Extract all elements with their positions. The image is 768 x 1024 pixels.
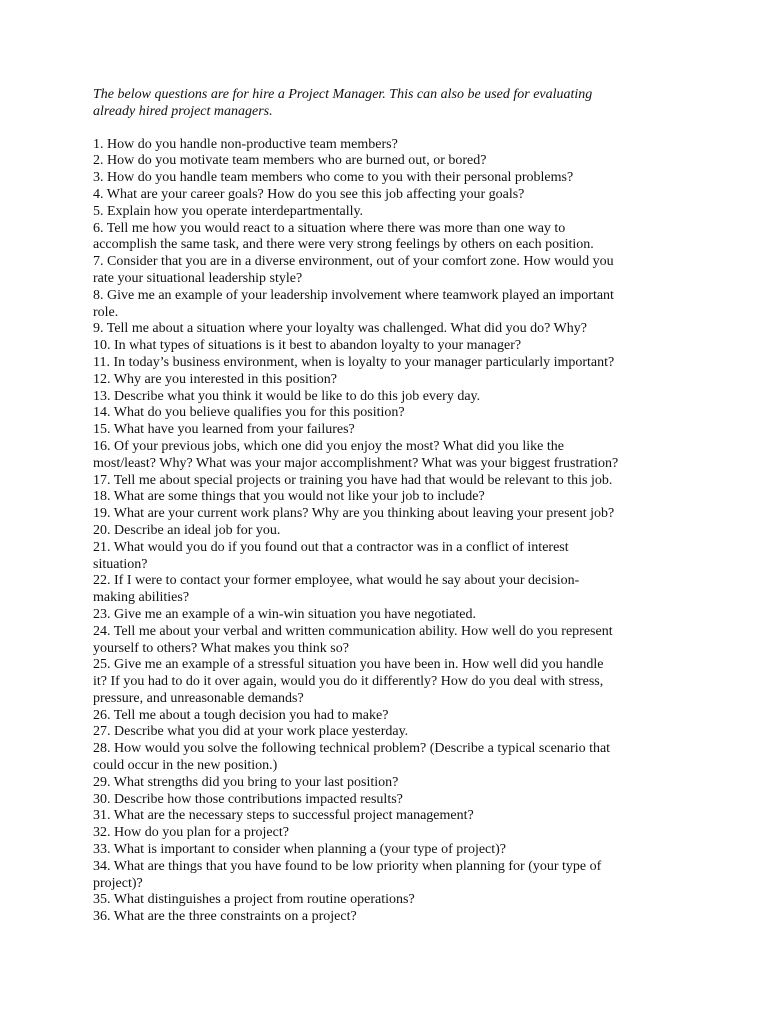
question-item: 19. What are your current work plans? Why are you thinking about leaving your present job? xyxy=(93,506,615,522)
question-item: 32. How do you plan for a project? xyxy=(93,825,289,841)
question-item: 24. Tell me about your verbal and written communication ability. How well do you represent yourself to others? What makes you think so? xyxy=(93,623,613,656)
question-item: 34. What are things that you have found to be low priority when planning for (your type of project)? xyxy=(93,858,602,891)
document-page xyxy=(93,87,693,926)
question-item: 35. What distinguishes a project from routine operations? xyxy=(93,892,415,908)
question-item: 17. Tell me about special projects or training you have had that would be relevant to this job. xyxy=(93,472,613,488)
question-item: 23. Give me an example of a win-win situation you have negotiated. xyxy=(93,606,476,622)
question-item: 26. Tell me about a tough decision you had to make? xyxy=(93,707,389,723)
question-item: 12. Why are you interested in this position? xyxy=(93,371,337,387)
question-item: 30. Describe how those contributions impacted results? xyxy=(93,791,403,807)
question-item: 5. Explain how you operate interdepartmentally. xyxy=(93,203,364,219)
question-item: 7. Consider that you are in a diverse environment, out of your comfort zone. How would you rate your situational leadership style? xyxy=(93,254,614,286)
question-item: 20. Describe an ideal job for you. xyxy=(93,522,281,538)
intro-paragraph: The below questions are for hire a Project Manager. This can also be used for evaluating already hired project managers. xyxy=(93,87,593,119)
question-item: 28. How would you solve the following technical problem? (Describe a typical scenario that could occur in the new position.) xyxy=(93,741,611,774)
question-item: 1. How do you handle non-productive team members? xyxy=(93,136,398,152)
question-item: 18. What are some things that you would not like your job to include? xyxy=(93,489,485,505)
question-item: 6. Tell me how you would react to a situation where there was more than one way to accomplish the same task, and there were very strong feelings by others on each position. xyxy=(93,220,594,253)
question-item: 31. What are the necessary steps to successful project management? xyxy=(93,808,474,824)
question-item: 27. Describe what you did at your work place yesterday. xyxy=(93,724,409,740)
question-item: 36. What are the three constraints on a project? xyxy=(93,909,357,925)
question-item: 25. Give me an example of a stressful situation you have been in. How well did you handle it? If you had to do it over again, would you do it differently? How do you deal with stress, pressure, and unreasonable demands? xyxy=(93,657,604,706)
question-item: 9. Tell me about a situation where your loyalty was challenged. What did you do? Why? xyxy=(93,321,587,337)
question-item: 29. What strengths did you bring to your last position? xyxy=(93,774,399,790)
question-item: 3. How do you handle team members who come to you with their personal problems? xyxy=(93,170,574,186)
question-item: 16. Of your previous jobs, which one did you enjoy the most? What did you like the most/least? Why? What was your major accomplishment? What was your biggest frustration? xyxy=(93,438,619,471)
question-item: 11. In today’s business environment, when is loyalty to your manager particularly important? xyxy=(93,354,615,370)
question-item: 2. How do you motivate team members who are burned out, or bored? xyxy=(93,153,487,169)
question-item: 33. What is important to consider when planning a (your type of project)? xyxy=(93,842,507,858)
question-item: 21. What would you do if you found out that a contractor was in a conflict of interest situation? xyxy=(93,539,569,572)
question-item: 14. What do you believe qualifies you for this position? xyxy=(93,405,405,421)
question-item: 8. Give me an example of your leadership involvement where teamwork played an important role. xyxy=(93,287,614,320)
question-list xyxy=(93,137,693,926)
question-item: 13. Describe what you think it would be like to do this job every day. xyxy=(93,388,481,404)
question-item: 4. What are your career goals? How do you see this job affecting your goals? xyxy=(93,186,525,202)
question-item: 22. If I were to contact your former employee, what would he say about your decision- making abilities? xyxy=(93,573,580,606)
question-item: 10. In what types of situations is it best to abandon loyalty to your manager? xyxy=(93,338,522,354)
question-item: 15. What have you learned from your failures? xyxy=(93,422,355,438)
